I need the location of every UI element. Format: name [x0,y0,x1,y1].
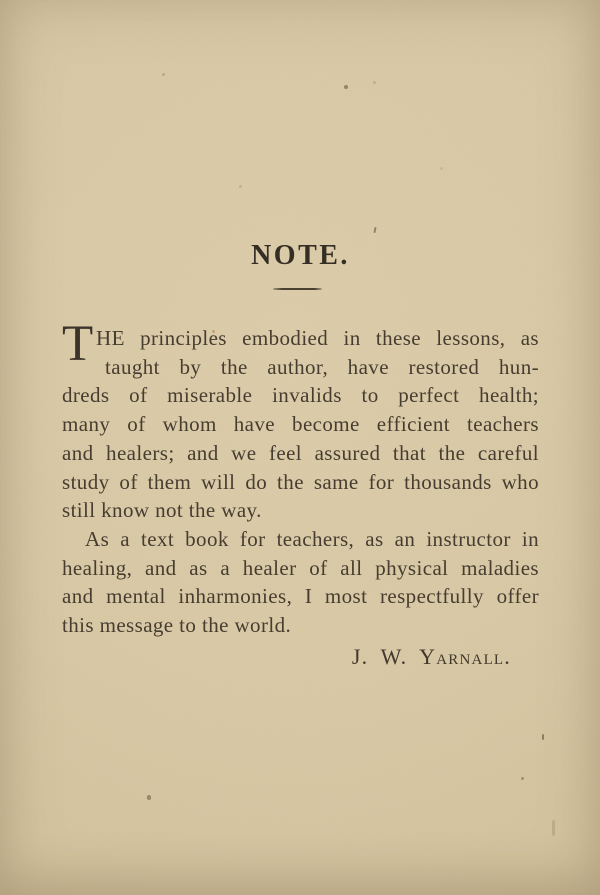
paragraph-1 [62,316,539,525]
note-body [62,316,539,671]
paper-speck [521,777,524,780]
text-line: As a text book for teachers, as an instructor in [85,526,539,551]
paper-speck [440,167,443,170]
drop-cap: T [62,316,94,372]
paper-speck [239,185,242,188]
text-line: many of whom have become efficient teachers [62,412,539,437]
text-line: study of them will do the same for thousands who [62,469,539,494]
paragraph-2 [62,525,539,640]
text-line: taught by the author, have restored hun- [105,354,539,379]
text-line: still know not the way. [62,498,262,523]
section-divider [273,288,322,290]
text-line: and healers; and we feel assured that the careful [62,440,539,465]
paper-speck [344,85,348,89]
paper-speck [373,227,376,233]
text-line: this message to the world. [62,613,292,638]
text-line: and mental inharmonies, I most respectfully offer [62,584,539,609]
page-title: NOTE. [251,239,350,271]
paper-speck [552,820,555,836]
paper-speck [147,795,151,800]
text-line: dreds of miserable invalids to perfect health; [62,383,539,408]
text-line: HE principles embodied in these lessons, as [96,326,539,350]
paper-speck [162,73,165,76]
paper-speck [373,81,376,84]
paper-speck [542,734,544,740]
author-signature: J. W. Yarnall. [351,643,511,669]
text-line: healing, and as a healer of all physical maladies [62,555,539,580]
